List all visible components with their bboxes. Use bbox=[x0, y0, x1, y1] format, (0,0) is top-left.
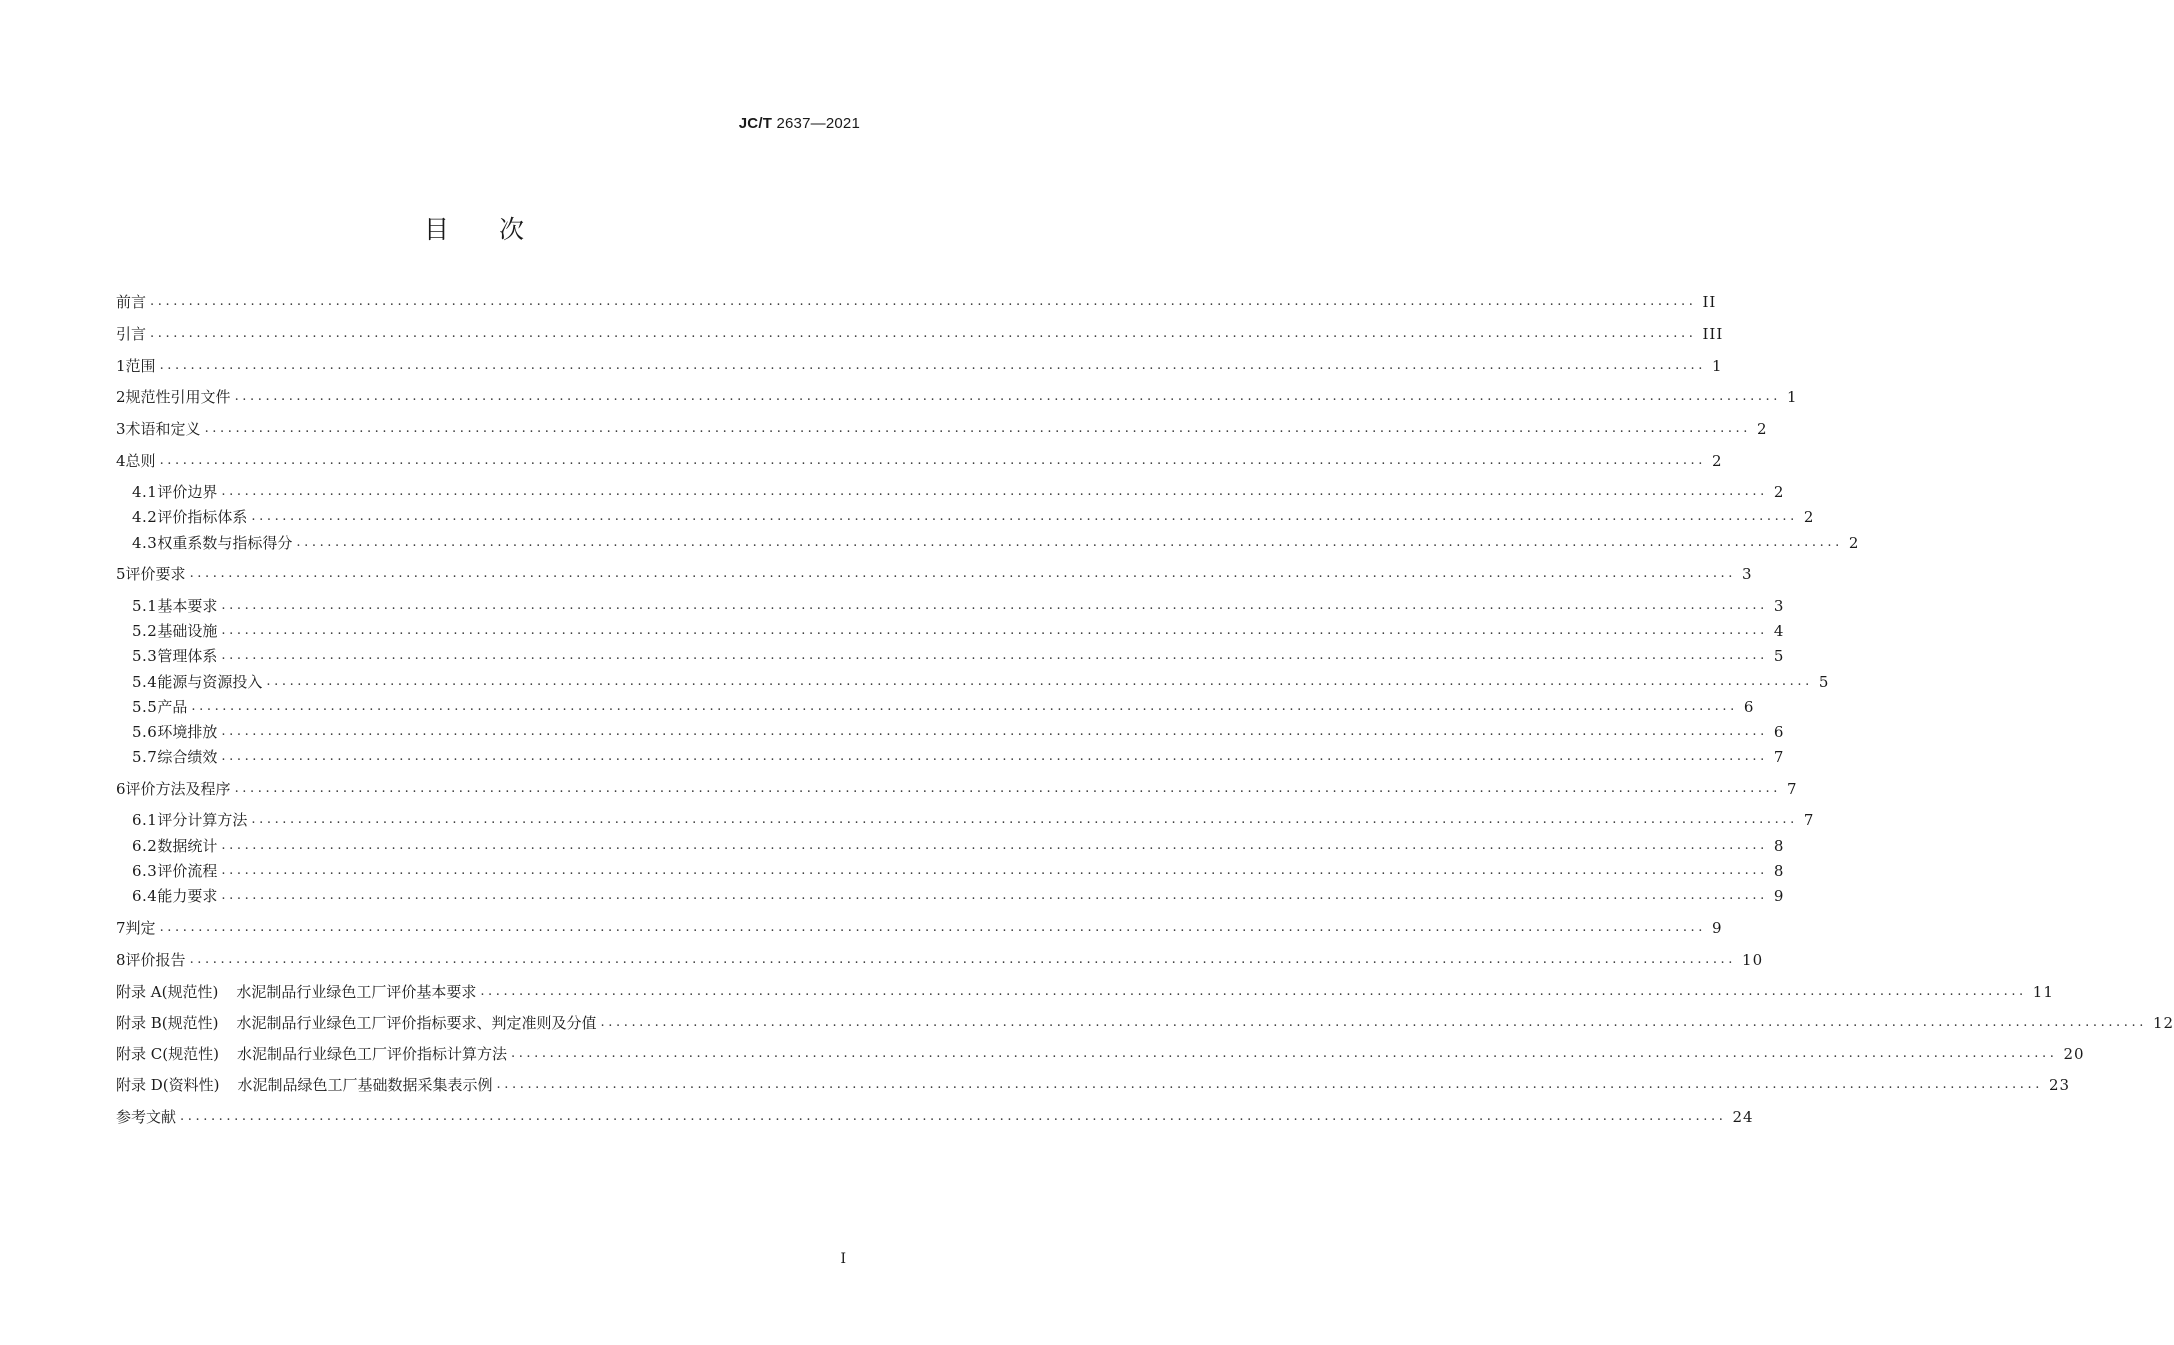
toc-entry[interactable] bbox=[116, 1074, 2071, 1096]
toc-entry[interactable] bbox=[132, 721, 1785, 743]
toc-entry-page: 2 bbox=[1773, 483, 1785, 501]
toc-entry-label: 评价报告 bbox=[125, 951, 186, 969]
toc-entry-number: 6 bbox=[116, 780, 126, 798]
dot-leader: ........................................................................................................................................................................................................ bbox=[600, 1015, 2147, 1030]
toc-entry-number: 1 bbox=[116, 357, 126, 375]
toc-entry-label: 评价边界 bbox=[157, 483, 218, 501]
toc-entry-number: 5.3 bbox=[132, 647, 158, 665]
dot-leader: ........................................................................................................................................................................................................ bbox=[251, 509, 1798, 524]
toc-entry-label: 评分计算方法 bbox=[157, 811, 248, 829]
toc-entry-number: 5.2 bbox=[132, 622, 158, 640]
toc-entry-page: 3 bbox=[1742, 565, 1753, 583]
toc-entry-number: 5.7 bbox=[132, 748, 158, 766]
toc-entry[interactable] bbox=[116, 917, 1723, 939]
toc-entry-number: 6.3 bbox=[132, 862, 158, 880]
toc-entry-label: 前言 bbox=[116, 293, 147, 311]
toc-entry-page: 24 bbox=[1732, 1108, 1754, 1126]
toc-entry-label: 水泥制品绿色工厂基础数据采集表示例 bbox=[237, 1076, 493, 1094]
toc-entry-label: 总则 bbox=[125, 452, 156, 470]
dot-leader: ........................................................................................................................................................................................................ bbox=[221, 749, 1768, 764]
toc-entry-page: 8 bbox=[1773, 837, 1785, 855]
toc-entry-label: 评价要求 bbox=[125, 565, 186, 583]
dot-leader: ........................................................................................................................................................................................................ bbox=[221, 838, 1768, 853]
toc-entry[interactable] bbox=[132, 746, 1785, 768]
dot-leader: ........................................................................................................................................................................................................ bbox=[159, 358, 1707, 373]
toc-entry-label: 基础设施 bbox=[157, 622, 218, 640]
toc-entry[interactable] bbox=[116, 1106, 1754, 1128]
dot-leader: ........................................................................................................................................................................................................ bbox=[296, 535, 1843, 550]
dot-leader: ........................................................................................................................................................................................................ bbox=[204, 421, 1752, 436]
toc-entry-page: 1 bbox=[1787, 388, 1798, 406]
toc-entry[interactable] bbox=[132, 481, 1785, 503]
toc-entry-number: 附录 B(规范性) bbox=[116, 1014, 219, 1032]
standard-prefix: JC/T bbox=[738, 115, 773, 132]
toc-entry-page: 5 bbox=[1818, 673, 1830, 691]
toc-entry-number: 附录 A(规范性) bbox=[116, 983, 219, 1001]
toc-entry[interactable] bbox=[132, 620, 1785, 642]
toc-entry-label: 权重系数与指标得分 bbox=[157, 534, 293, 552]
dot-leader: ........................................................................................................................................................................................................ bbox=[251, 812, 1798, 827]
toc-entry[interactable] bbox=[116, 778, 1798, 800]
toc-entry-page: 12 bbox=[2152, 1014, 2174, 1032]
toc-entry-page: 6 bbox=[1773, 723, 1785, 741]
toc-entry-label: 综合绩效 bbox=[157, 748, 218, 766]
toc-entry-page: 2 bbox=[1757, 420, 1768, 438]
toc-entry-label: 数据统计 bbox=[157, 837, 218, 855]
toc-entry-page: 2 bbox=[1712, 452, 1723, 470]
toc-entry-label: 水泥制品行业绿色工厂评价指标计算方法 bbox=[236, 1045, 507, 1063]
toc-entry-page: 2 bbox=[1803, 508, 1815, 526]
toc-entry[interactable] bbox=[132, 885, 1785, 907]
toc-entry-page: 11 bbox=[2032, 983, 2054, 1001]
toc-entry-number: 5.5 bbox=[132, 698, 158, 716]
toc-entry[interactable] bbox=[116, 563, 1753, 585]
toc-entry-number: 5.1 bbox=[132, 597, 158, 615]
dot-leader: ........................................................................................................................................................................................................ bbox=[189, 952, 1737, 967]
dot-leader: ........................................................................................................................................................................................................ bbox=[510, 1046, 2058, 1061]
toc-entry-label: 能力要求 bbox=[157, 887, 218, 905]
dot-leader: ........................................................................................................................................................................................................ bbox=[180, 1109, 1727, 1124]
dot-leader: ........................................................................................................................................................................................................ bbox=[221, 724, 1768, 739]
toc-entry-page: 1 bbox=[1712, 357, 1723, 375]
toc-entry-page: 8 bbox=[1773, 862, 1785, 880]
toc-entry-label: 能源与资源投入 bbox=[157, 673, 263, 691]
page-title bbox=[0, 210, 950, 246]
toc-entry[interactable] bbox=[132, 506, 1815, 528]
toc-entry-page: 9 bbox=[1712, 919, 1723, 937]
toc-entry[interactable] bbox=[116, 418, 1768, 440]
toc-entry[interactable] bbox=[132, 809, 1815, 831]
toc-entry[interactable] bbox=[132, 595, 1785, 617]
title-char-1: 目 bbox=[423, 215, 451, 244]
toc-entry-number: 附录 D(资料性) bbox=[116, 1076, 220, 1094]
toc-entry-number: 4.2 bbox=[132, 508, 158, 526]
dot-leader: ........................................................................................................................................................................................................ bbox=[480, 984, 2027, 999]
dot-leader: ........................................................................................................................................................................................................ bbox=[189, 566, 1737, 581]
dot-leader: ........................................................................................................................................................................................................ bbox=[221, 484, 1768, 499]
toc-entry-label: 判定 bbox=[125, 919, 156, 937]
toc-entry-label: 基本要求 bbox=[157, 597, 218, 615]
standard-number: 2637—2021 bbox=[776, 115, 860, 132]
toc-entry-page: 23 bbox=[2048, 1076, 2071, 1094]
dot-leader: ........................................................................................................................................................................................................ bbox=[234, 781, 1782, 796]
toc-entry-label: 评价流程 bbox=[157, 862, 218, 880]
toc-entry-page: 7 bbox=[1803, 811, 1815, 829]
toc-entry-number: 7 bbox=[116, 919, 126, 937]
toc-entry-page: 5 bbox=[1773, 647, 1785, 665]
toc-entry-number: 3 bbox=[116, 420, 126, 438]
toc-entry-label: 引言 bbox=[116, 325, 147, 343]
toc-entry-number: 4 bbox=[116, 452, 126, 470]
toc-entry-page: II bbox=[1702, 293, 1717, 311]
toc-entry-label: 环境排放 bbox=[157, 723, 218, 741]
toc-entry-number: 6.1 bbox=[132, 811, 158, 829]
toc-entry-label: 规范性引用文件 bbox=[125, 388, 231, 406]
toc-entry-label: 范围 bbox=[125, 357, 156, 375]
toc-entry-page: 7 bbox=[1787, 780, 1798, 798]
page-number: I bbox=[840, 1251, 846, 1267]
toc-entry[interactable] bbox=[132, 532, 1860, 554]
toc-entry-label: 水泥制品行业绿色工厂评价指标要求、判定准则及分值 bbox=[236, 1014, 597, 1032]
toc-entry-label: 评价指标体系 bbox=[157, 508, 248, 526]
toc-entry-number: 2 bbox=[116, 388, 126, 406]
toc-entry-label: 水泥制品行业绿色工厂评价基本要求 bbox=[236, 983, 477, 1001]
dot-leader: ........................................................................................................................................................................................................ bbox=[234, 389, 1782, 404]
dot-leader: ........................................................................................................................................................................................................ bbox=[221, 888, 1768, 903]
toc-entry[interactable] bbox=[132, 671, 1830, 693]
toc-entry-page: 3 bbox=[1773, 597, 1785, 615]
toc-entry-number: 8 bbox=[116, 951, 126, 969]
dot-leader: ........................................................................................................................................................................................................ bbox=[150, 326, 1697, 341]
title-char-2: 次 bbox=[499, 215, 527, 244]
dot-leader: ........................................................................................................................................................................................................ bbox=[150, 294, 1697, 309]
toc-entry[interactable] bbox=[132, 696, 1755, 718]
toc-entry[interactable] bbox=[116, 1012, 2174, 1034]
toc-entry-label: 术语和定义 bbox=[125, 420, 201, 438]
toc-entry-page: III bbox=[1702, 325, 1724, 343]
dot-leader: ........................................................................................................................................................................................................ bbox=[496, 1077, 2043, 1092]
toc-entry-page: 4 bbox=[1773, 622, 1785, 640]
toc-entry[interactable] bbox=[132, 645, 1785, 667]
dot-leader: ........................................................................................................................................................................................................ bbox=[221, 598, 1768, 613]
standard-code bbox=[739, 115, 860, 132]
toc-entry-number: 5 bbox=[116, 565, 126, 583]
toc-entry[interactable] bbox=[116, 386, 1798, 408]
toc-entry-number: 6.4 bbox=[132, 887, 158, 905]
toc-entry[interactable] bbox=[116, 450, 1723, 472]
toc-entry-page: 10 bbox=[1742, 951, 1764, 969]
toc-entry-number: 5.4 bbox=[132, 673, 158, 691]
toc-entry[interactable] bbox=[116, 323, 1724, 345]
dot-leader: ........................................................................................................................................................................................................ bbox=[266, 674, 1813, 689]
toc-entry[interactable] bbox=[116, 291, 1717, 313]
dot-leader: ........................................................................................................................................................................................................ bbox=[159, 453, 1707, 468]
toc-entry[interactable] bbox=[132, 835, 1785, 857]
toc-entry-number: 4.3 bbox=[132, 534, 158, 552]
dot-leader: ........................................................................................................................................................................................................ bbox=[191, 699, 1738, 714]
toc-entry-label: 参考文献 bbox=[116, 1108, 177, 1126]
toc-entry[interactable] bbox=[116, 1043, 2085, 1065]
toc-entry-page: 20 bbox=[2063, 1045, 2085, 1063]
dot-leader: ........................................................................................................................................................................................................ bbox=[221, 623, 1768, 638]
toc-entry-number: 6.2 bbox=[132, 837, 158, 855]
toc-entry-label: 产品 bbox=[157, 698, 188, 716]
toc-entry-number: 附录 C(规范性) bbox=[116, 1045, 219, 1063]
toc-entry-label: 评价方法及程序 bbox=[125, 780, 231, 798]
toc-entry-page: 6 bbox=[1743, 698, 1755, 716]
toc-entry-page: 2 bbox=[1848, 534, 1860, 552]
dot-leader: ........................................................................................................................................................................................................ bbox=[159, 920, 1707, 935]
toc-entry[interactable] bbox=[116, 981, 2054, 1003]
toc-entry-number: 5.6 bbox=[132, 723, 158, 741]
toc-entry-page: 9 bbox=[1773, 887, 1785, 905]
toc-entry-page: 7 bbox=[1773, 748, 1785, 766]
toc-entry[interactable] bbox=[132, 860, 1785, 882]
toc-entry[interactable] bbox=[116, 355, 1723, 377]
toc-entry[interactable] bbox=[116, 949, 1764, 971]
toc-entry-number: 4.1 bbox=[132, 483, 158, 501]
toc-entry-label: 管理体系 bbox=[157, 647, 218, 665]
dot-leader: ........................................................................................................................................................................................................ bbox=[221, 648, 1768, 663]
dot-leader: ........................................................................................................................................................................................................ bbox=[221, 863, 1768, 878]
